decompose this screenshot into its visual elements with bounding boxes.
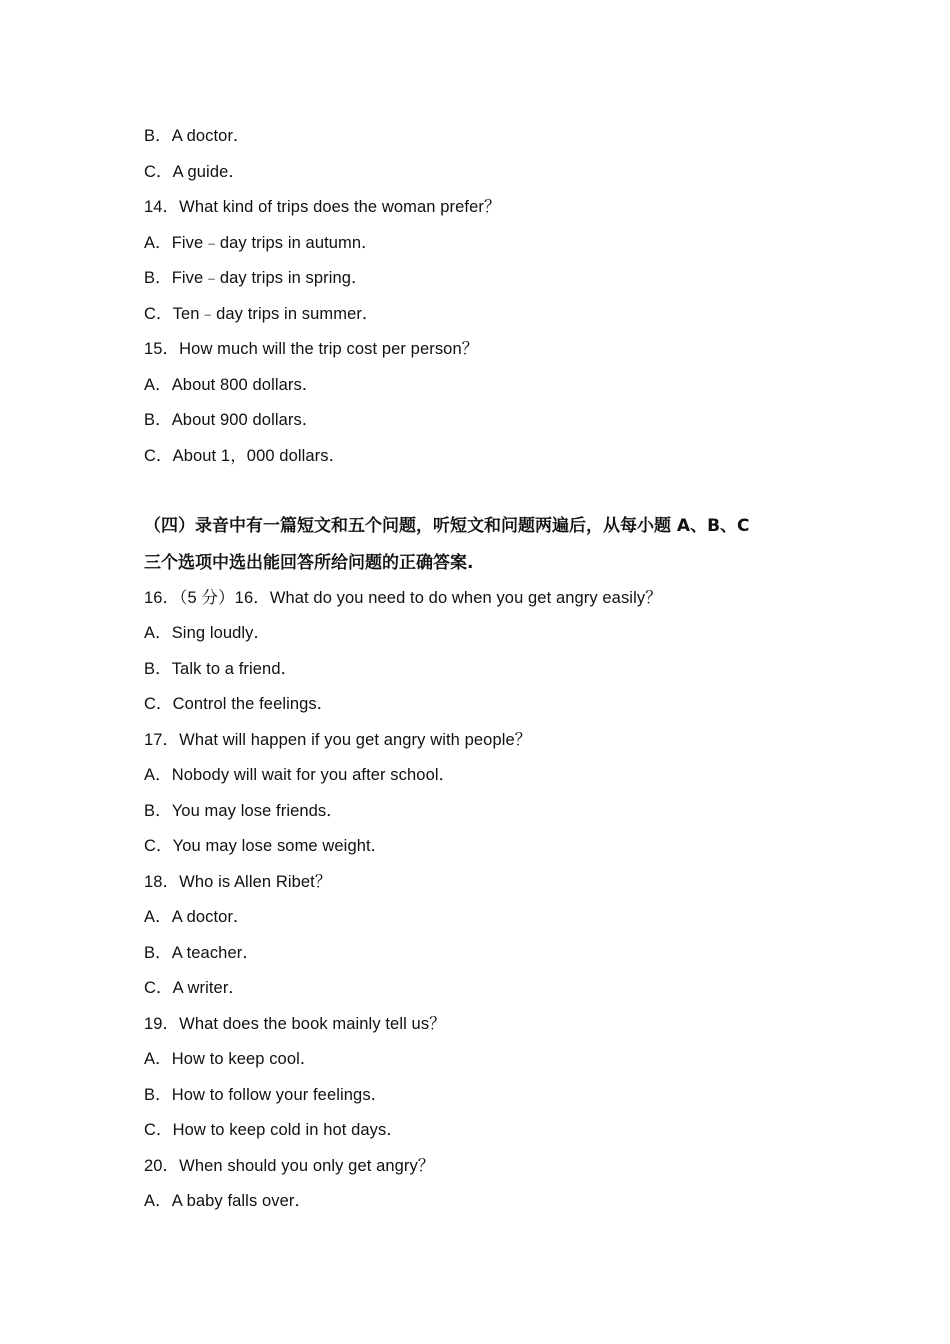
option-14a: A．Five﹣day trips in autumn．: [144, 234, 378, 252]
option-14c: C．Ten﹣day trips in summer．: [144, 305, 379, 323]
question-16: 16．（5 分）16．What do you need to do when you get angry easily？: [144, 589, 662, 607]
option-13c: C．A guide．: [144, 163, 245, 181]
option-20a: A．A baby falls over．: [144, 1192, 312, 1210]
question-15: 15．How much will the trip cost per person？: [144, 340, 479, 358]
option-19b: B．How to follow your feelings．: [144, 1086, 388, 1104]
option-17a: A．Nobody will wait for you after school．: [144, 766, 456, 784]
question-19: 19．What does the book mainly tell us？: [144, 1015, 446, 1033]
option-15a: A．About 800 dollars．: [144, 376, 319, 394]
option-16b: B．Talk to a friend．: [144, 660, 298, 678]
option-18c: C．A writer．: [144, 979, 246, 997]
question-17: 17．What will happen if you get angry with people？: [144, 731, 532, 749]
option-13b: B．A doctor．: [144, 127, 250, 145]
option-19c: C．How to keep cold in hot days．: [144, 1121, 403, 1139]
option-14b: B．Five﹣day trips in spring．: [144, 269, 368, 287]
option-16c: C．Control the feelings．: [144, 695, 334, 713]
question-20: 20．When should you only get angry？: [144, 1157, 435, 1175]
option-16a: A．Sing loudly．: [144, 624, 271, 642]
option-18a: A．A doctor．: [144, 908, 250, 926]
option-15c: C．About 1，000 dollars．: [144, 447, 346, 465]
option-17b: B．You may lose friends．: [144, 802, 343, 820]
option-19a: A．How to keep cool．: [144, 1050, 317, 1068]
section-heading-line1: （四）录音中有一篇短文和五个问题，听短文和问题两遍后，从每小题 A、B、C: [144, 516, 750, 536]
option-15b: B．About 900 dollars．: [144, 411, 319, 429]
section-heading-line2: 三个选项中选出能回答所给问题的正确答案.: [144, 553, 474, 573]
question-14: 14．What kind of trips does the woman prefer？: [144, 198, 501, 216]
option-18b: B．A teacher．: [144, 944, 259, 962]
question-18: 18．Who is Allen Ribet？: [144, 873, 332, 891]
option-17c: C．You may lose some weight．: [144, 837, 388, 855]
